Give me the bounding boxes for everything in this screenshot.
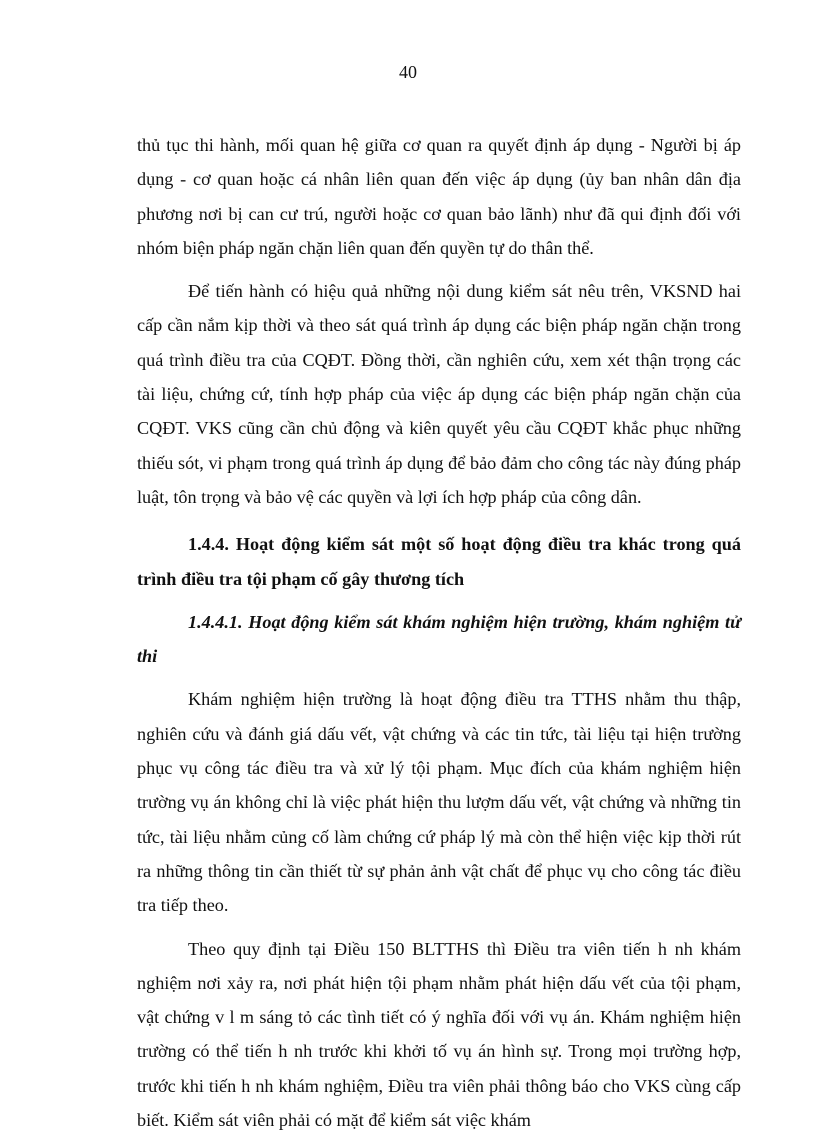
- paragraph-article-150: Theo quy định tại Điều 150 BLTTHS thì Điều tra viên tiến h nh khám nghiệm nơi xảy ra, nơi phát hiện tội phạm nhằm phát hiện dấu vết của tội phạm, vật chứng v l m sáng tỏ các tình tiết có ý nghĩa đối với vụ án. Khám nghiệm hiện trường có thể tiến h nh trước khi khởi tố vụ án hình sự. Trong mọi trường hợp, trước khi tiến h nh khám nghiệm, Điều tra viên phải thông báo cho VKS cùng cấp biết. Kiểm sát viên phải có mặt để kiểm sát việc khám: [137, 938, 741, 1131]
- page-number: 40: [399, 62, 417, 82]
- paragraph-procuracy-tasks: Để tiến hành có hiệu quả những nội dung kiểm sát nêu trên, VKSND hai cấp cần nắm kịp thời và theo sát quá trình áp dụng các biện pháp ngăn chặn trong quá trình điều tra của CQĐT. Đồng thời, cần nghiên cứu, xem xét thận trọng các tài liệu, chứng cứ, tính hợp pháp của việc áp dụng các biện pháp ngăn chặn của CQĐT. VKS cũng cần chủ động và kiên quyết yêu cầu CQĐT khắc phục những thiếu sót, vi phạm trong quá trình áp dụng để bảo đảm cho công tác này đúng pháp luật, tôn trọng và bảo vệ các quyền và lợi ích hợp pháp của công dân.: [137, 281, 741, 507]
- document-body: [137, 128, 741, 1137]
- paragraph-scene-examination: Khám nghiệm hiện trường là hoạt động điều tra TTHS nhằm thu thập, nghiên cứu và đánh giá dấu vết, vật chứng và các tin tức, tài liệu tại hiện trường phục vụ công tác điều tra và xử lý tội phạm. Mục đích của khám nghiệm hiện trường vụ án không chỉ là việc phát hiện thu lượm dấu vết, vật chứng và những tin tức, tài liệu nhằm củng cố làm chứng cứ pháp lý mà còn thể hiện việc kịp thời rút ra những thông tin cần thiết từ sự phản ảnh vật chất để phục vụ cho công tác điều tra tiếp theo.: [137, 689, 741, 916]
- subsection-heading-1-4-4-1: 1.4.4.1. Hoạt động kiểm sát khám nghiệm hiện trường, khám nghiệm tử thi: [137, 611, 741, 667]
- paragraph-continuation: thủ tục thi hành, mối quan hệ giữa cơ quan ra quyết định áp dụng - Người bị áp dụng - cơ quan hoặc cá nhân liên quan đến việc áp dụng (ủy ban nhân dân địa phương nơi bị can cư trú, người hoặc cơ quan bảo lãnh) như đã qui định đối với nhóm biện pháp ngăn chặn liên quan đến quyền tự do thân thể.: [137, 135, 741, 258]
- section-heading-1-4-4: 1.4.4. Hoạt động kiểm sát một số hoạt động điều tra khác trong quá trình điều tra tội phạm cố gây thương tích: [137, 534, 741, 589]
